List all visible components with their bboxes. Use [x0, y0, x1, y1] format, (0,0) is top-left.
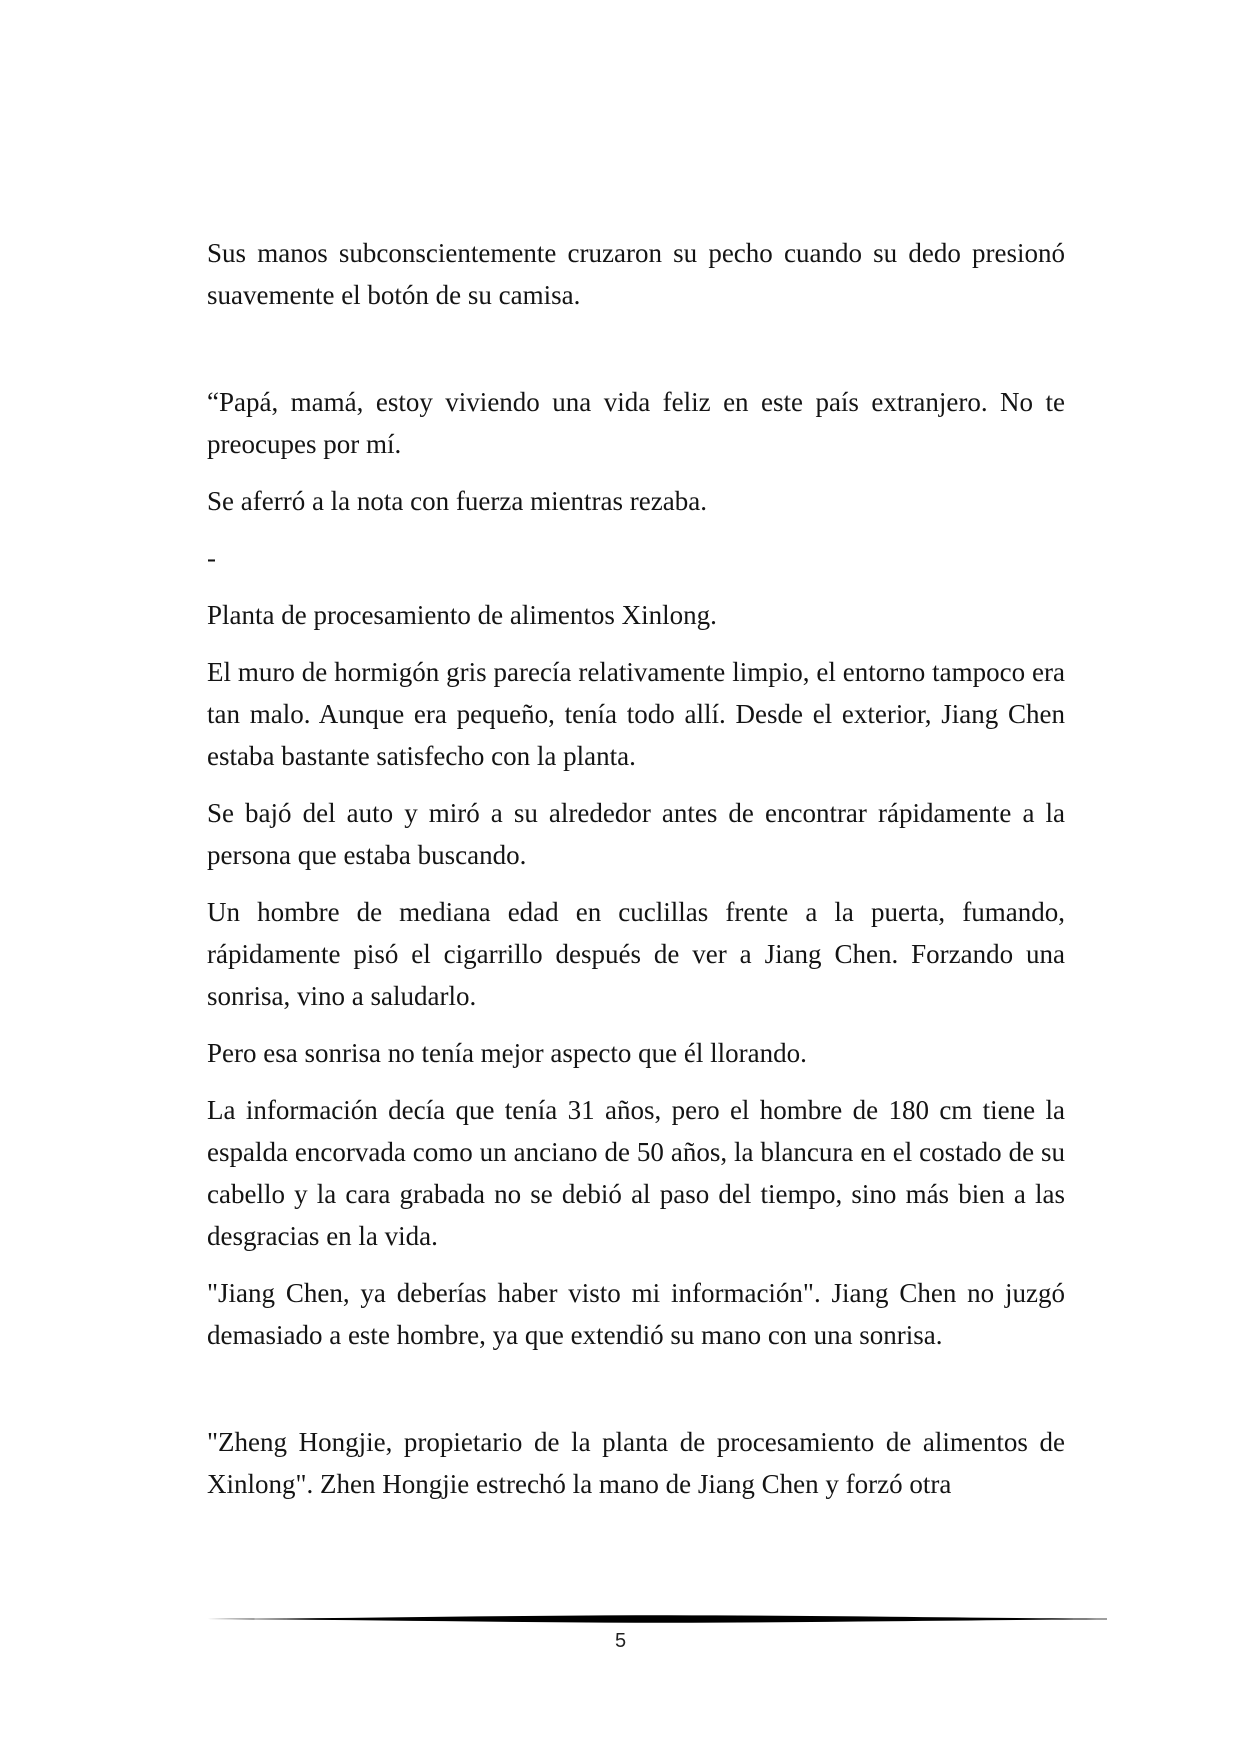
scene-break: -: [207, 543, 216, 573]
paragraph: “Papá, mamá, estoy viviendo una vida feliz en este país extranjero. No te preocupes por mí.: [207, 387, 1065, 459]
paragraph: Sus manos subconscientemente cruzaron su pecho cuando su dedo presionó suavemente el botón de su camisa.: [207, 238, 1065, 310]
paragraph: Pero esa sonrisa no tenía mejor aspecto que él llorando.: [207, 1038, 807, 1068]
paragraph: La información decía que tenía 31 años, pero el hombre de 180 cm tiene la espalda encorvada como un anciano de 50 años, la blancura en el costado de su cabello y la cara grabada no se debió al paso del tiempo, sino más bien a las desgracias en la vida.: [207, 1095, 1065, 1251]
page-number: 5: [614, 1630, 627, 1652]
paragraph: Se aferró a la nota con fuerza mientras rezaba.: [207, 486, 707, 516]
paragraph: Planta de procesamiento de alimentos Xinlong.: [207, 600, 717, 630]
paragraph: Se bajó del auto y miró a su alrededor antes de encontrar rápidamente a la persona que estaba buscando.: [207, 798, 1065, 870]
footer-divider: [207, 1614, 1107, 1624]
paragraph: "Zheng Hongjie, propietario de la planta de procesamiento de alimentos de Xinlong". Zhen Hongjie estrechó la mano de Jiang Chen y forzó otra: [207, 1427, 1065, 1499]
paragraph: El muro de hormigón gris parecía relativamente limpio, el entorno tampoco era tan malo. Aunque era pequeño, tenía todo allí. Desde el exterior, Jiang Chen estaba bastante satisfecho con la planta.: [207, 657, 1065, 771]
body-text: [207, 232, 1065, 1520]
paragraph: Un hombre de mediana edad en cuclillas frente a la puerta, fumando, rápidamente pisó el cigarrillo después de ver a Jiang Chen. Forzando una sonrisa, vino a saludarlo.: [207, 897, 1065, 1011]
paragraph: "Jiang Chen, ya deberías haber visto mi información". Jiang Chen no juzgó demasiado a este hombre, ya que extendió su mano con una sonrisa.: [207, 1278, 1065, 1350]
